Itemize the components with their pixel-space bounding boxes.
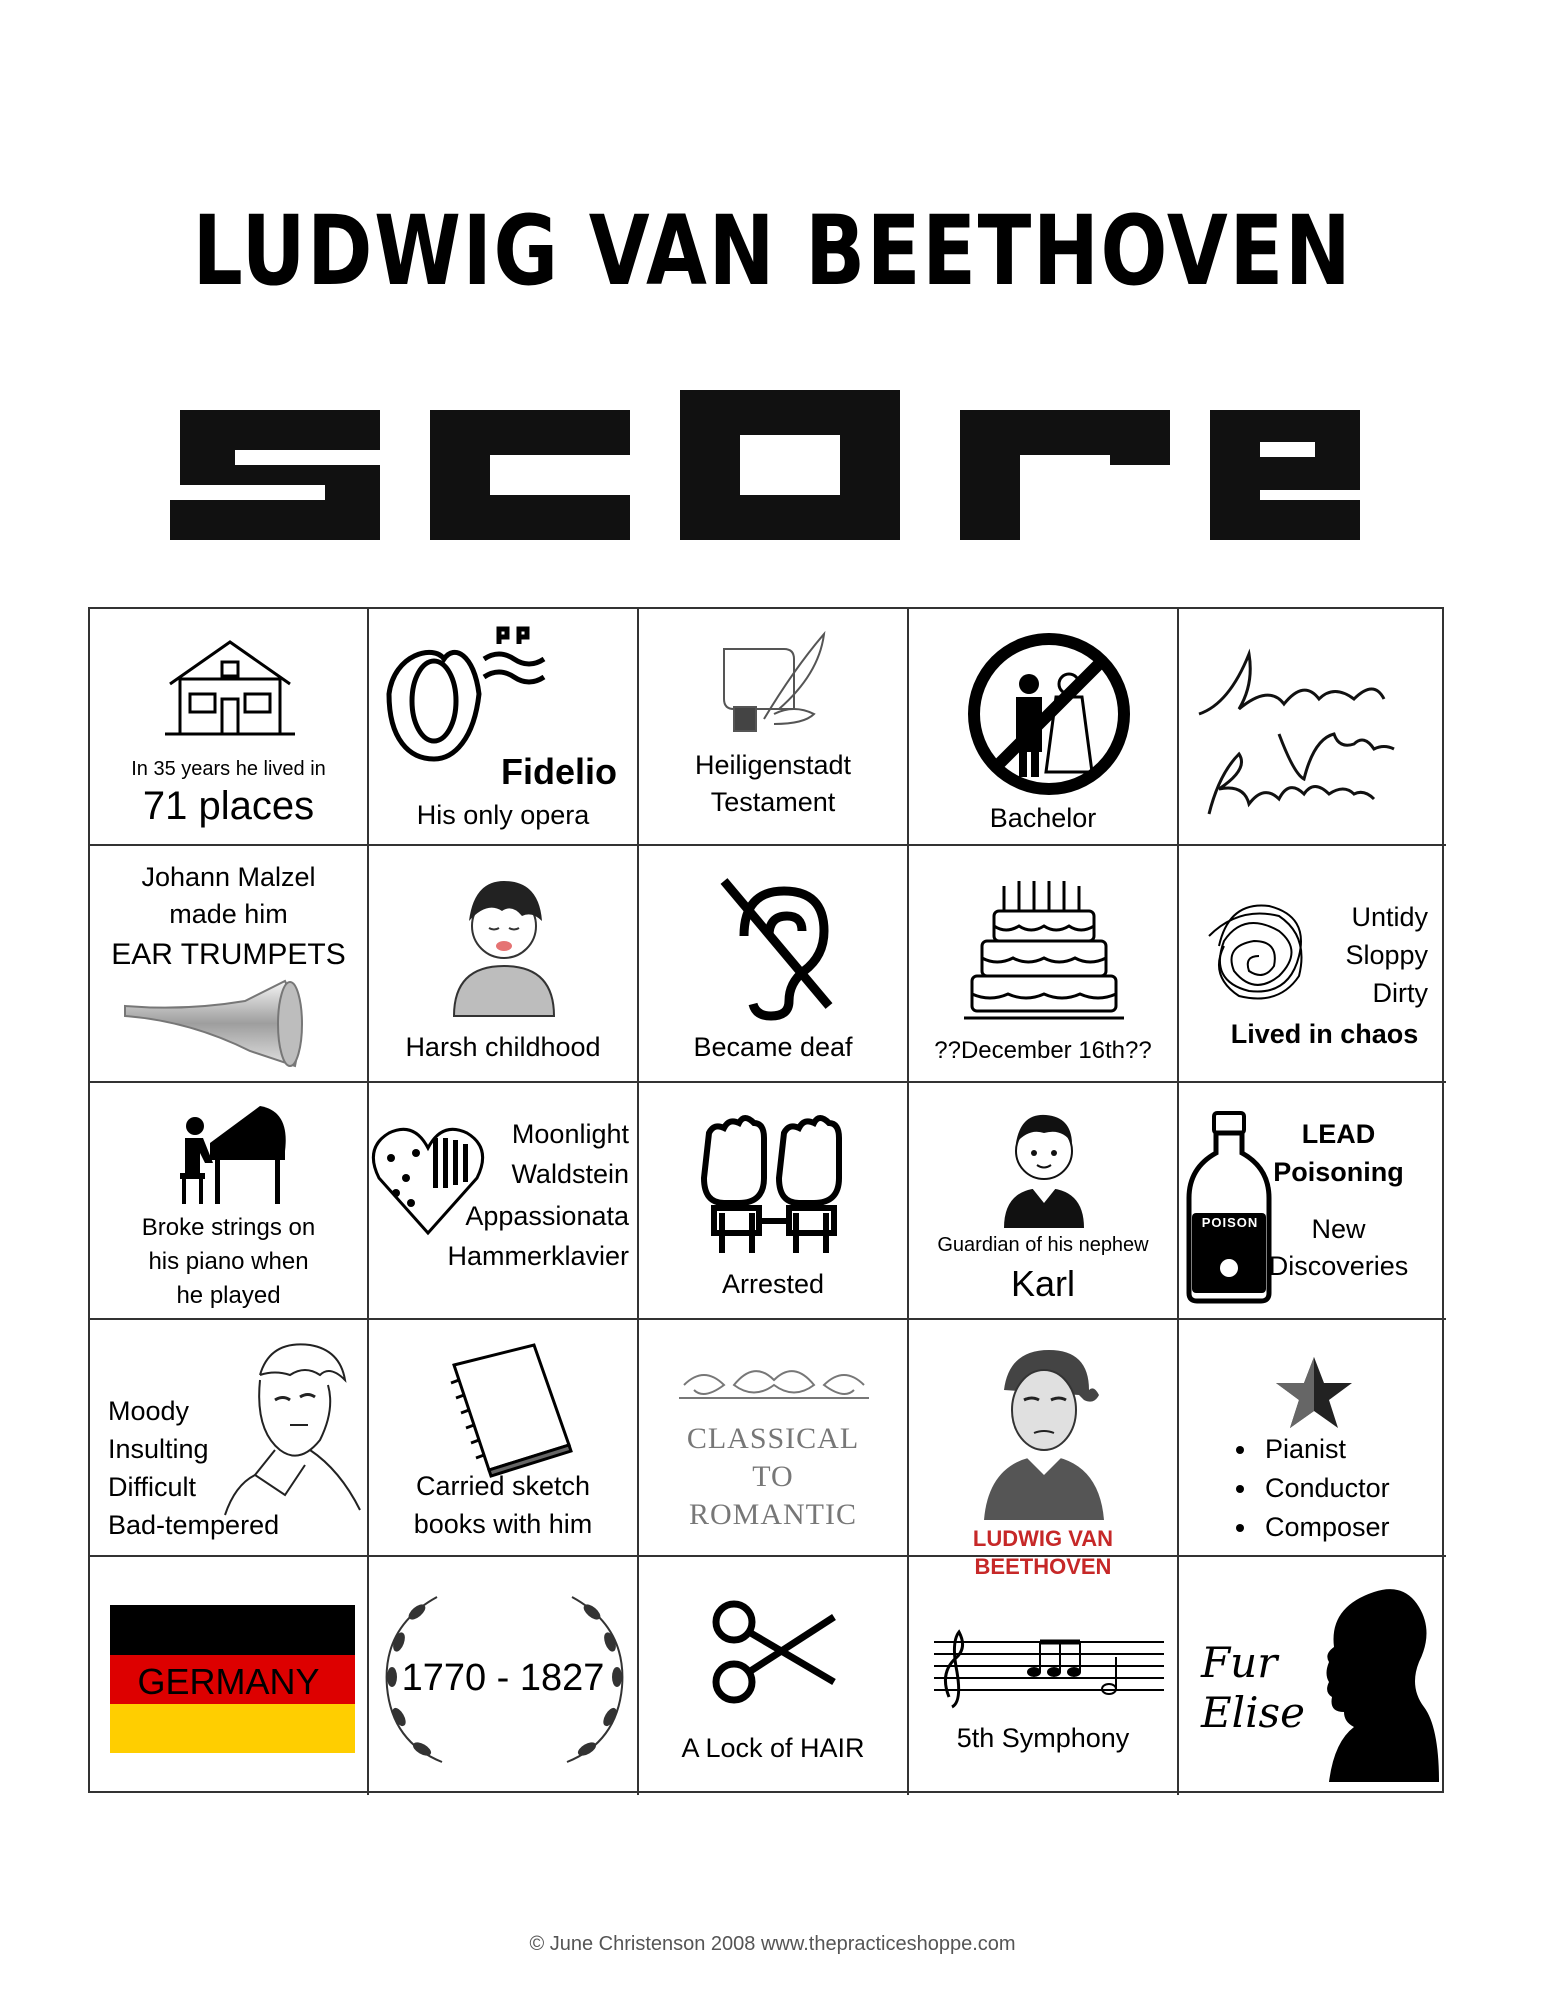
deaf-ear-icon bbox=[709, 866, 839, 1016]
cell-harsh-childhood bbox=[369, 846, 639, 1083]
cell-fidelio bbox=[369, 609, 639, 846]
cell-guardian bbox=[909, 1083, 1179, 1320]
cell-fur-elise bbox=[1179, 1557, 1446, 1795]
list-item: • Pianist bbox=[1259, 1430, 1390, 1469]
cell-text: LEAD bbox=[1301, 1119, 1376, 1149]
cell-became-deaf bbox=[639, 846, 909, 1083]
no-wedding-icon bbox=[964, 629, 1134, 799]
cell-text: Broke strings on bbox=[141, 1214, 316, 1241]
cell-lived-in-chaos bbox=[1179, 846, 1446, 1083]
cell-text: Bad-tempered bbox=[108, 1510, 280, 1540]
cell-text: Fur bbox=[1201, 1638, 1278, 1687]
cell-text: Difficult bbox=[108, 1472, 197, 1502]
cell-text: Moody bbox=[108, 1396, 190, 1426]
cell-5th-symphony bbox=[909, 1557, 1179, 1795]
woman-silhouette-icon bbox=[1304, 1582, 1439, 1782]
cell-text: Moonlight bbox=[511, 1119, 629, 1149]
score-letter-o bbox=[680, 390, 900, 540]
list-item: • Conductor bbox=[1259, 1469, 1390, 1508]
cell-moody bbox=[90, 1320, 369, 1557]
cell-arrested bbox=[639, 1083, 909, 1320]
cell-lead-poisoning bbox=[1179, 1083, 1446, 1320]
cell-text: Appassionata bbox=[465, 1201, 629, 1231]
ornament-icon bbox=[674, 1360, 874, 1405]
cell-text: Arrested bbox=[721, 1269, 825, 1299]
cell-testament bbox=[639, 609, 909, 846]
star-icon bbox=[1274, 1355, 1354, 1430]
roles-list bbox=[1229, 1430, 1390, 1547]
cell-text: Sloppy bbox=[1345, 940, 1428, 970]
house-icon bbox=[160, 634, 300, 739]
boy-icon bbox=[994, 1103, 1094, 1228]
cell-text: his piano when bbox=[148, 1248, 309, 1275]
cell-sketch-books bbox=[369, 1320, 639, 1557]
score-letter-c bbox=[430, 410, 630, 540]
cell-text: Karl bbox=[1010, 1263, 1076, 1304]
signature-icon bbox=[1189, 624, 1439, 834]
cell-text: Waldstein bbox=[511, 1159, 629, 1189]
cell-text: Heiligenstadt bbox=[694, 750, 852, 780]
cell-text: Fidelio bbox=[501, 751, 617, 792]
cell-text: Guardian of his nephew bbox=[937, 1234, 1149, 1256]
cell-71-places bbox=[90, 609, 369, 846]
poison-label: POISON bbox=[1201, 1215, 1259, 1230]
cell-text: Poisoning bbox=[1273, 1157, 1404, 1187]
cell-december-16 bbox=[909, 846, 1179, 1083]
cell-text: 1770 - 1827 bbox=[401, 1657, 605, 1699]
cell-portrait bbox=[909, 1320, 1179, 1579]
bingo-grid bbox=[88, 607, 1444, 1793]
birthday-cake-icon bbox=[964, 866, 1124, 1026]
cell-sonatas bbox=[369, 1083, 639, 1320]
scissors-icon bbox=[709, 1592, 839, 1707]
scroll-quill-icon bbox=[704, 629, 834, 739]
cell-classical-to-romantic bbox=[639, 1320, 909, 1557]
cell-text: he played bbox=[176, 1282, 281, 1309]
cell-text: Bachelor bbox=[989, 803, 1097, 833]
score-letter-e bbox=[1210, 410, 1360, 540]
cell-text: Insulting bbox=[108, 1434, 209, 1464]
cell-text: His only opera bbox=[416, 800, 590, 830]
handcuffs-icon bbox=[694, 1113, 854, 1253]
cell-lock-of-hair bbox=[639, 1557, 909, 1795]
cell-text: A Lock of HAIR bbox=[681, 1733, 865, 1763]
cell-text: books with him bbox=[413, 1509, 593, 1539]
list-item: • Composer bbox=[1259, 1508, 1390, 1547]
cell-text: EAR TRUMPETS bbox=[111, 938, 346, 971]
crying-child-icon bbox=[444, 866, 564, 1016]
ear-trumpet-icon bbox=[120, 976, 320, 1071]
cell-broke-strings bbox=[90, 1083, 369, 1320]
cell-text: Lived in chaos bbox=[1230, 1019, 1419, 1049]
score-letter-s bbox=[170, 410, 380, 540]
score-heading bbox=[170, 380, 1370, 540]
score-letter-r bbox=[960, 410, 1170, 540]
cell-roles bbox=[1179, 1320, 1446, 1557]
cell-text: Discoveries bbox=[1268, 1251, 1409, 1281]
cell-text: CLASSICAL bbox=[686, 1422, 860, 1455]
cell-text: LUDWIG VAN BEETHOVEN bbox=[972, 1526, 1114, 1579]
page-title: LUDWIG VAN BEETHOVEN bbox=[192, 195, 1353, 307]
cell-text: Hammerklavier bbox=[447, 1241, 629, 1271]
cell-text: ??December 16th?? bbox=[934, 1037, 1152, 1064]
cell-text: Carried sketch bbox=[415, 1471, 591, 1501]
cell-text: In 35 years he lived in bbox=[131, 758, 326, 780]
cell-text: Harsh childhood bbox=[405, 1032, 601, 1062]
cell-text: Dirty bbox=[1372, 978, 1428, 1008]
cell-text: Johann Malzel bbox=[141, 862, 316, 892]
cell-text: Elise bbox=[1201, 1688, 1305, 1737]
cell-germany bbox=[90, 1557, 369, 1795]
cell-text: Testament bbox=[710, 787, 836, 817]
cell-ear-trumpets bbox=[90, 846, 369, 1083]
music-staff-icon bbox=[934, 1627, 1164, 1712]
cell-text: ROMANTIC bbox=[688, 1498, 857, 1531]
cell-text: GERMANY bbox=[137, 1661, 320, 1702]
cell-text: TO bbox=[752, 1460, 794, 1493]
cell-text: New bbox=[1311, 1214, 1366, 1244]
cell-bachelor bbox=[909, 609, 1179, 846]
pianist-icon bbox=[170, 1098, 290, 1208]
singing-mouth-icon bbox=[374, 619, 554, 769]
cell-signature bbox=[1179, 609, 1446, 846]
cell-text: Untidy bbox=[1351, 902, 1428, 932]
footer-copyright: © June Christenson 2008 www.thepracticeshoppe.com bbox=[529, 1933, 1016, 1955]
score-letters bbox=[170, 380, 1370, 540]
beethoven-portrait-icon bbox=[979, 1345, 1109, 1520]
sketchbook-icon bbox=[434, 1340, 574, 1475]
cell-text: 5th Symphony bbox=[956, 1723, 1130, 1753]
cell-text: 71 places bbox=[142, 784, 315, 828]
cell-text: made him bbox=[169, 899, 288, 929]
cell-text: Became deaf bbox=[693, 1032, 853, 1062]
cell-lifespan bbox=[369, 1557, 639, 1795]
